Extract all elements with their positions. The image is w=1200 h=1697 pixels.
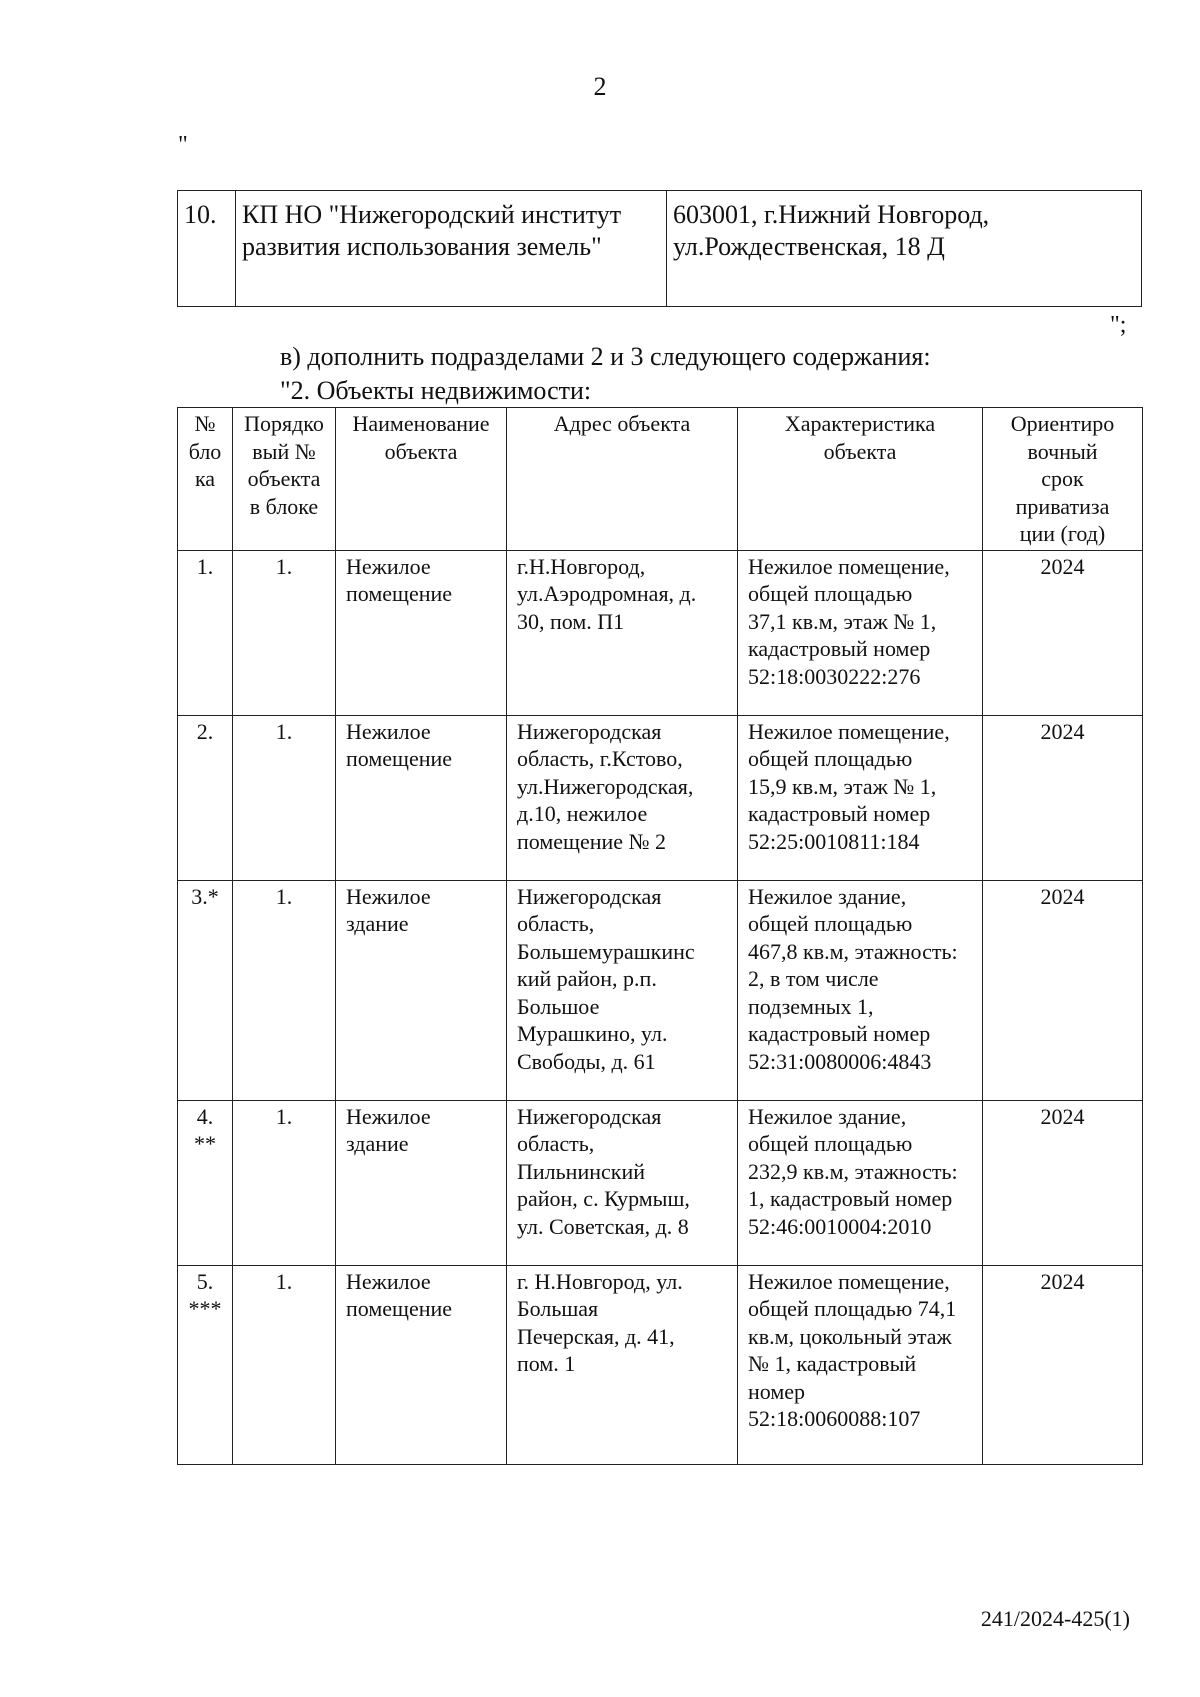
header-order-number: Порядко вый № объекта в блоке [233,408,336,551]
header-object-characteristics: Характеристика объекта [738,408,983,551]
organization-address: 603001, г.Нижний Новгород, ул.Рождественская, 18 Д [667,191,1142,307]
cell-object-address: г.Н.Новгород, ул.Аэродромная, д. 30, пом. П1 [507,550,738,715]
real-estate-objects-table [177,407,1143,1465]
cell-block-number: 2. [178,715,233,880]
document-code: 241/2024-425(1) [980,1606,1130,1631]
table-row [178,550,1143,715]
table-row [178,1100,1143,1265]
cell-order-number: 1. [233,1100,336,1265]
cell-object-name: Нежилое здание [336,1100,507,1265]
cell-privatization-year: 2024 [983,550,1143,715]
cell-object-address: Нижегородская область, г.Кстово, ул.Нижегородская, д.10, нежилое помещение № 2 [507,715,738,880]
closing-quote: "; [1110,312,1127,338]
amendment-line: в) дополнить подразделами 2 и 3 следующего содержания: [280,342,931,371]
cell-object-name: Нежилое помещение [336,550,507,715]
cell-object-characteristics: Нежилое помещение, общей площадью 15,9 кв.м, этаж № 1, кадастровый номер 52:25:0010811:184 [738,715,983,880]
organization-table [177,190,1142,307]
cell-block-number: 3.* [178,880,233,1100]
cell-order-number: 1. [233,715,336,880]
header-privatization-year: Ориентиро вочный срок приватиза ции (год) [983,408,1143,551]
cell-object-characteristics: Нежилое здание, общей площадью 467,8 кв.м, этажность: 2, в том числе подземных 1, кадастровый номер 52:31:0080006:4843 [738,880,983,1100]
table-row [178,880,1143,1100]
cell-object-name: Нежилое здание [336,880,507,1100]
header-block-number: № бло ка [178,408,233,551]
opening-quote: " [178,132,188,158]
cell-privatization-year: 2024 [983,1265,1143,1464]
organization-name: КП НО "Нижегородский институт развития использования земель" [236,191,667,307]
header-object-name: Наименование объекта [336,408,507,551]
cell-object-name: Нежилое помещение [336,1265,507,1464]
section-title: "2. Объекты недвижимости: [280,376,592,405]
cell-object-name: Нежилое помещение [336,715,507,880]
organization-number: 10. [178,191,236,307]
cell-order-number: 1. [233,550,336,715]
cell-object-characteristics: Нежилое здание, общей площадью 232,9 кв.м, этажность: 1, кадастровый номер 52:46:0010004:2010 [738,1100,983,1265]
cell-block-number: 5. *** [178,1265,233,1464]
cell-object-address: Нижегородская область, Большемурашкинс кий район, р.п. Большое Мурашкино, ул. Свободы, д. 61 [507,880,738,1100]
cell-object-characteristics: Нежилое помещение, общей площадью 74,1 кв.м, цокольный этаж № 1, кадастровый номер 52:18:0060088:107 [738,1265,983,1464]
cell-order-number: 1. [233,1265,336,1464]
cell-privatization-year: 2024 [983,1100,1143,1265]
table-row [178,715,1143,880]
cell-block-number: 1. [178,550,233,715]
cell-order-number: 1. [233,880,336,1100]
page-number: 2 [593,72,607,101]
cell-object-address: Нижегородская область, Пильнинский район, с. Курмыш, ул. Советская, д. 8 [507,1100,738,1265]
table-row [178,1265,1143,1464]
cell-object-characteristics: Нежилое помещение, общей площадью 37,1 кв.м, этаж № 1, кадастровый номер 52:18:0030222:276 [738,550,983,715]
table-header-row [178,408,1143,551]
cell-privatization-year: 2024 [983,880,1143,1100]
cell-block-number: 4. ** [178,1100,233,1265]
header-object-address: Адрес объекта [507,408,738,551]
cell-privatization-year: 2024 [983,715,1143,880]
organization-row [178,191,1142,307]
cell-object-address: г. Н.Новгород, ул. Большая Печерская, д. 41, пом. 1 [507,1265,738,1464]
